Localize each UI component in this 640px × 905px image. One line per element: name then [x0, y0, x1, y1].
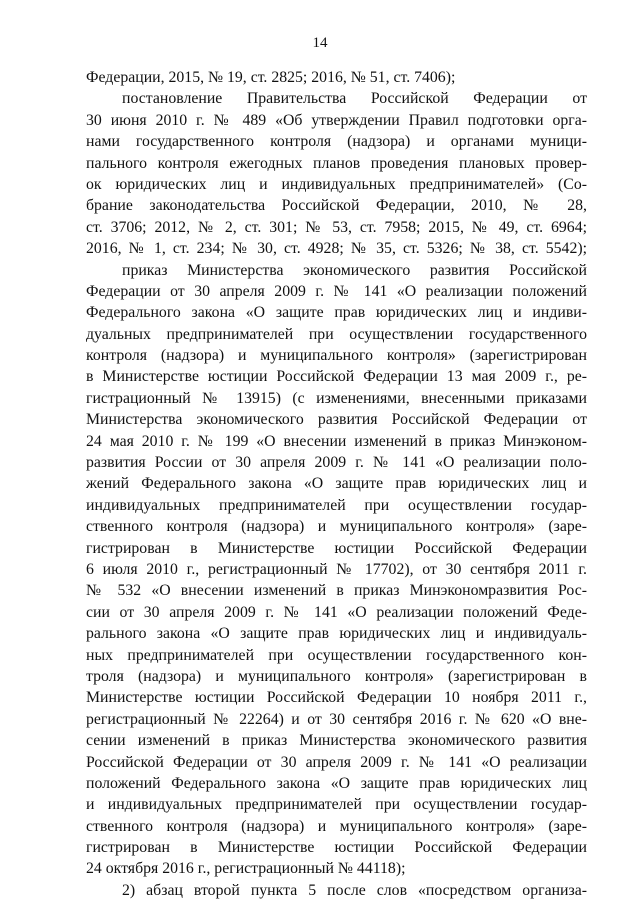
text-line: ст. 3706; 2012, № 2, ст. 301; № 53, ст. 7958; 2015, № 49, ст. 6964; — [86, 218, 587, 236]
text-line: брание законодательства Российской Федерации, 2010, № 28, — [86, 197, 587, 215]
text-line: контроля (надзора) и муниципального контроля» (зарегистрирован — [86, 347, 587, 365]
text-line: в Министерстве юстиции Российской Федерации 13 мая 2009 г., ре- — [86, 368, 587, 386]
document-body — [86, 67, 587, 901]
text-line: 2) абзац второй пункта 5 после слов «посредством организа- — [122, 881, 587, 899]
text-line: ок юридических лиц и индивидуальных предпринимателей» (Со- — [86, 175, 587, 193]
text-line: Федерации, 2015, № 19, ст. 2825; 2016, № 51, ст. 7406); — [86, 69, 456, 86]
text-line: троля (надзора) и муниципального контроля» (зарегистрирован в — [86, 667, 587, 685]
text-line: рального закона «О защите прав юридических лиц и индивидуаль- — [86, 625, 587, 643]
text-line: гистрирован в Министерстве юстиции Российской Федерации — [86, 839, 587, 857]
text-line: нами государственного контроля (надзора) и органами муници- — [86, 133, 587, 151]
text-line: положений Федерального закона «О защите прав юридических лиц — [86, 774, 587, 792]
text-line: гистрационный № 13915) (с изменениями, внесенными приказами — [86, 389, 587, 407]
text-line: Федерального закона «О защите прав юридических лиц и индиви- — [86, 304, 587, 322]
text-line: гистрирован в Министерстве юстиции Российской Федерации — [86, 539, 587, 557]
text-line: жений Федерального закона «О защите прав юридических лиц и — [86, 475, 587, 493]
text-line: Российской Федерации от 30 апреля 2009 г. № 141 «О реализации — [86, 753, 587, 771]
text-line: 24 октября 2016 г., регистрационный № 44118); — [86, 860, 406, 878]
text-line: регистрационный № 22264) и от 30 сентября 2016 г. № 620 «О вне- — [86, 710, 587, 728]
text-line: индивидуальных предпринимателей при осуществлении государ- — [86, 496, 587, 514]
text-line: и индивидуальных предпринимателей при осуществлении государ- — [86, 796, 587, 814]
text-line: дуальных предпринимателей при осуществлении государственного — [86, 325, 587, 343]
text-line: ственного контроля (надзора) и муниципального контроля» (заре- — [86, 817, 587, 835]
text-line: 2016, № 1, ст. 234; № 30, ст. 4928; № 35, ст. 5326; № 38, ст. 5542); — [86, 240, 587, 258]
text-line: 24 мая 2010 г. № 199 «О внесении изменений в приказ Минэконом- — [86, 432, 587, 450]
text-line: пального контроля ежегодных планов проведения плановых провер- — [86, 154, 587, 172]
text-line: постановление Правительства Российской Федерации от — [122, 90, 587, 108]
text-line: ственного контроля (надзора) и муниципального контроля» (заре- — [86, 518, 587, 536]
page-number: 14 — [312, 35, 328, 51]
text-line: ных предпринимателей при осуществлении государственного кон- — [86, 646, 587, 664]
text-line: приказ Министерства экономического развития Российской — [122, 261, 587, 279]
text-line: сении изменений в приказ Министерства экономического развития — [86, 732, 587, 750]
text-line: Федерации от 30 апреля 2009 г. № 141 «О реализации положений — [86, 282, 587, 300]
text-line: Министерстве юстиции Российской Федерации 10 ноября 2011 г., — [86, 689, 587, 707]
text-line: 6 июля 2010 г., регистрационный № 17702), от 30 сентября 2011 г. — [86, 560, 587, 578]
text-line: развития России от 30 апреля 2009 г. № 141 «О реализации поло- — [86, 454, 587, 472]
text-line: Министерства экономического развития Российской Федерации от — [86, 411, 587, 429]
text-line: 30 июня 2010 г. № 489 «Об утверждении Правил подготовки орга- — [86, 111, 587, 129]
text-line: № 532 «О внесении изменений в приказ Минэкономразвития Рос- — [86, 582, 587, 600]
text-line: сии от 30 апреля 2009 г. № 141 «О реализации положений Феде- — [86, 603, 587, 621]
